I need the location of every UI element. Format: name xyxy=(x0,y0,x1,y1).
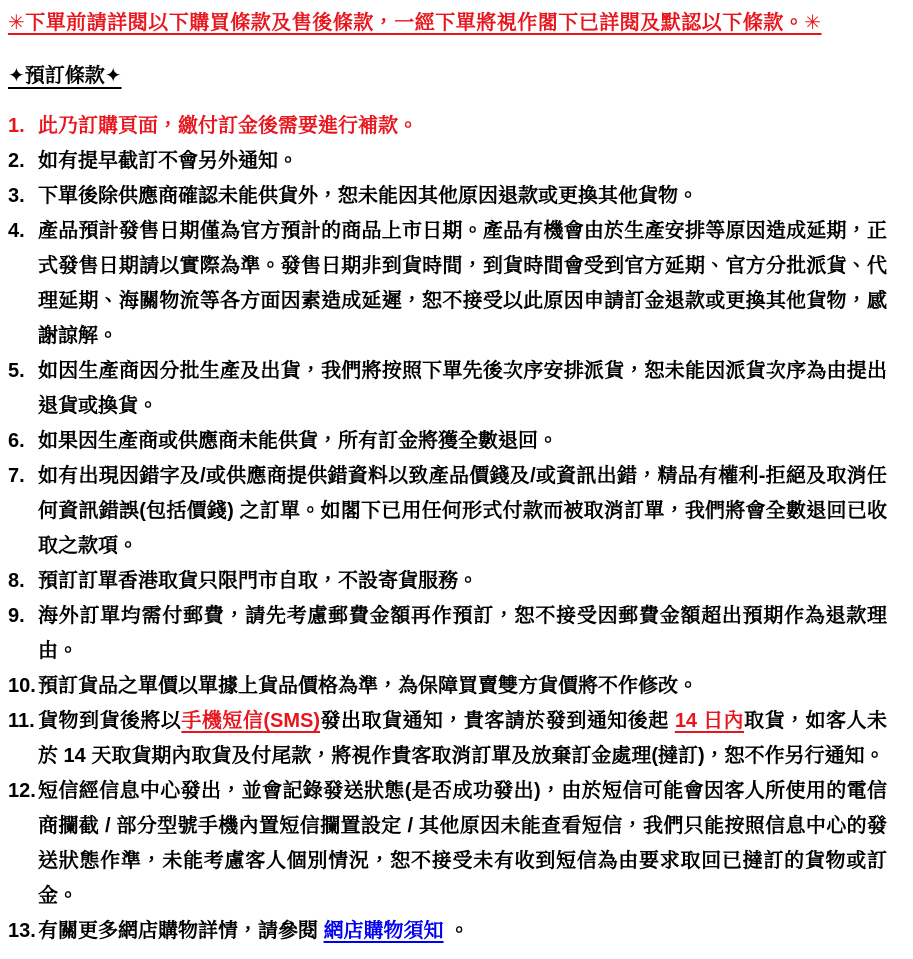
term-text: 產品預計發售日期僅為官方預計的商品上市日期。產品有機會由於生產安排等原因造成延期，正式發售日期請以實際為準。發售日期非到貨時間，到貨時間會受到官方延期、官方分批派貨、代理延期、海關物流等各方面因素造成延遲，恕不接受以此原因申請訂金退款或更換其他貨物，感謝諒解。 xyxy=(38,220,887,347)
term-item-1 xyxy=(8,109,887,144)
pickup-deadline-highlight: 14 日內 xyxy=(674,710,745,732)
term-text xyxy=(38,914,887,949)
term-text: 海外訂單均需付郵費，請先考慮郵費金額再作預訂，恕不接受因郵費金額超出預期作為退款理由。 xyxy=(38,605,887,662)
term-number: 1. xyxy=(8,115,25,137)
term-number: 5. xyxy=(8,360,25,382)
term-text: 預訂訂單香港取貨只限門市自取，不設寄貨服務。 xyxy=(38,570,478,592)
term-item-13 xyxy=(8,914,887,949)
term-item-11 xyxy=(8,704,887,774)
term-text-segment: 貨物到貨後將以 xyxy=(38,710,182,732)
term-number: 3. xyxy=(8,185,25,207)
term-number: 11. xyxy=(8,710,35,732)
term-item-10 xyxy=(8,669,887,704)
term-text: 下單後除供應商確認未能供貨外，恕未能因其他原因退款或更換其他貨物。 xyxy=(38,185,698,207)
term-text: 如有出現因錯字及/或供應商提供錯資料以致產品價錢及/或資訊出錯，精品有權利-拒絕及取消任何資訊錯誤(包括價錢) 之訂單。如閣下已用任何形式付款而被取消訂單，我們將會全數退回已收取之款項。 xyxy=(38,465,887,557)
term-item-6 xyxy=(8,424,887,459)
term-number: 4. xyxy=(8,220,25,242)
term-item-8 xyxy=(8,564,887,599)
term-text-segment: 取貨，如客人未於 14 天取貨期內取貨及付尾款，將視作貴客取消訂單及放棄訂金處理(撻訂)，恕不作另行通知。 xyxy=(38,710,887,767)
terms-list xyxy=(8,109,887,949)
term-number: 6. xyxy=(8,430,25,452)
term-number: 10. xyxy=(8,675,36,697)
term-number: 13. xyxy=(8,920,36,942)
term-text: 預訂貨品之單價以單據上貨品價格為準，為保障買賣雙方貨價將不作修改。 xyxy=(38,675,698,697)
term-number: 2. xyxy=(8,150,25,172)
shop-guide-link[interactable]: 網店購物須知 xyxy=(323,920,444,942)
term-text xyxy=(38,704,887,774)
term-item-7 xyxy=(8,459,887,564)
term-number: 7. xyxy=(8,465,25,487)
section-title-preorder-terms: ✦預訂條款✦ xyxy=(8,65,122,87)
term-item-9 xyxy=(8,599,887,669)
term-text: 短信經信息中心發出，並會記錄發送狀態(是否成功發出)，由於短信可能會因客人所使用的電信商攔截 / 部分型號手機內置短信攔置設定 / 其他原因未能查看短信，我們只能按照信息中心的發送狀態作準，未能考慮客人個別情況，恕不接受未有收到短信為由要求取回已撻訂的貨物或訂金。 xyxy=(38,780,887,907)
term-text: 此乃訂購頁面，繳付訂金後需要進行補款。 xyxy=(38,115,418,137)
term-item-2 xyxy=(8,144,887,179)
terms-page xyxy=(8,10,887,949)
term-text-segment: 。 xyxy=(443,920,470,942)
term-text: 如因生產商因分批生產及出貨，我們將按照下單先後次序安排派貨，恕未能因派貨次序為由提出退貨或換貨。 xyxy=(38,360,887,417)
term-number: 8. xyxy=(8,570,25,592)
term-item-5 xyxy=(8,354,887,424)
term-number: 12. xyxy=(8,780,36,802)
term-text: 如有提早截訂不會另外通知。 xyxy=(38,150,298,172)
term-text: 如果因生產商或供應商未能供貨，所有訂金將獲全數退回。 xyxy=(38,430,558,452)
term-item-12 xyxy=(8,774,887,914)
term-text-segment: 有關更多網店購物詳情，請參閱 xyxy=(38,920,324,942)
purchase-notice-header: ✳下單前請詳閱以下購買條款及售後條款，一經下單將視作閣下已詳閱及默認以下條款。✳ xyxy=(8,12,822,34)
sms-notice-highlight: 手機短信(SMS) xyxy=(181,710,321,732)
term-number: 9. xyxy=(8,605,25,627)
term-item-3 xyxy=(8,179,887,214)
term-text-segment: 發出取貨通知，貴客請於發到通知後起 xyxy=(320,710,675,732)
term-item-4 xyxy=(8,214,887,354)
